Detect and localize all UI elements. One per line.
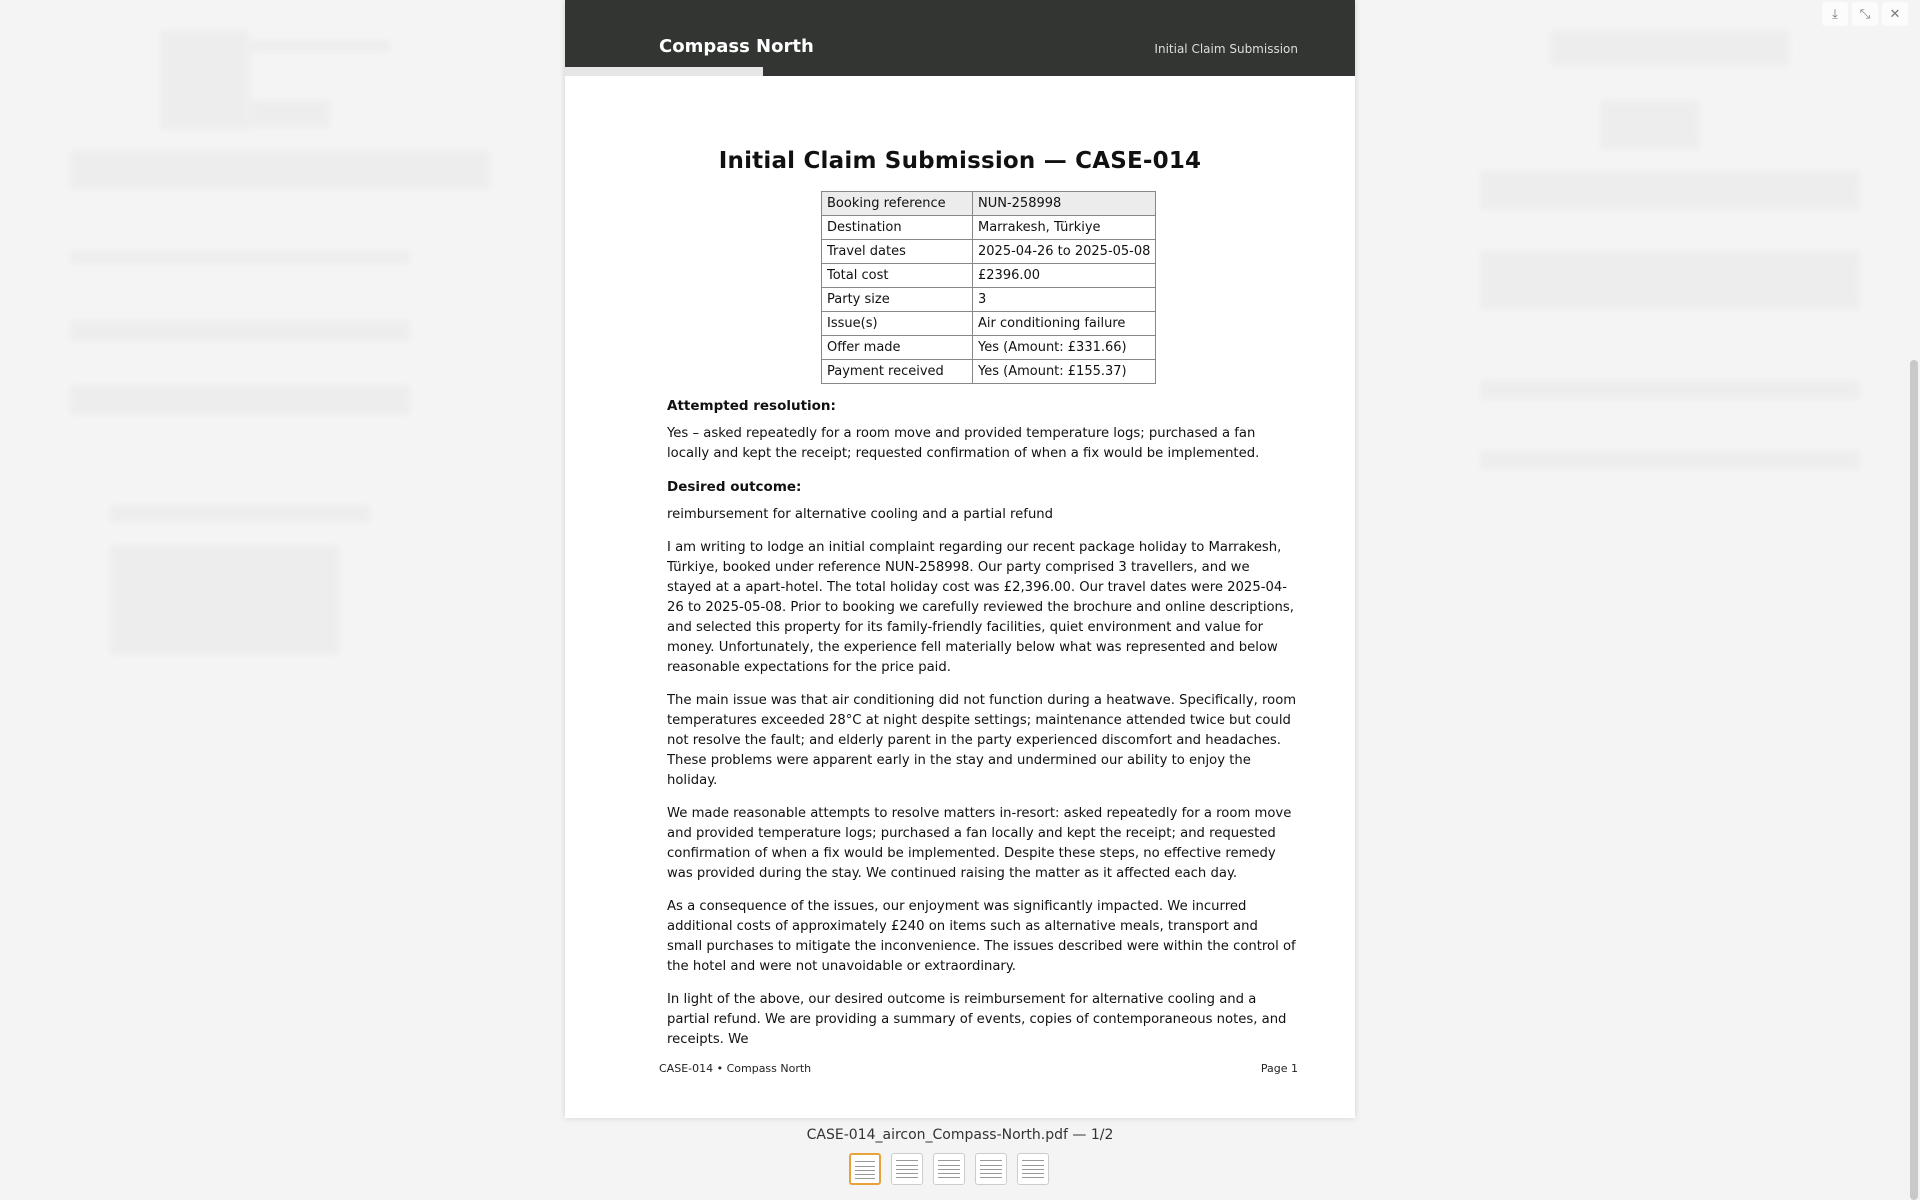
summary-key: Party size xyxy=(822,288,973,312)
letter-paragraph: We made reasonable attempts to resolve matters in-resort: asked repeatedly for a room move and provided temperature logs; purchased a fan locally and kept the receipt; and requested confirmation of when a fix would be implemented. Despite these steps, no effective remedy was provided during the stay. We continued raising the matter as it affected each day. xyxy=(667,806,1292,881)
close-icon[interactable]: ✕ xyxy=(1882,2,1908,26)
summary-key: Travel dates xyxy=(822,240,973,264)
summary-value: 2025-04-26 to 2025-05-08 xyxy=(973,240,1156,264)
header-title: Initial Claim Submission xyxy=(1154,42,1298,56)
page-thumbnail[interactable] xyxy=(849,1153,881,1185)
summary-row xyxy=(822,336,1156,360)
attempted-resolution-text: Yes – asked repeatedly for a room move and provided temperature logs; purchased a fan locally and kept the receipt; requested confirmation of when a fix would be implemented. xyxy=(667,426,1260,461)
summary-key: Offer made xyxy=(822,336,973,360)
page-thumbnails xyxy=(849,1153,1049,1185)
attempted-resolution-heading: Attempted resolution: xyxy=(667,398,836,414)
document-page xyxy=(565,0,1355,1118)
summary-key: Destination xyxy=(822,216,973,240)
summary-value: Air conditioning failure xyxy=(973,312,1156,336)
summary-value: 3 xyxy=(973,288,1156,312)
summary-key: Payment received xyxy=(822,360,973,384)
claim-summary-table xyxy=(821,191,1156,384)
letter-paragraph: The main issue was that air conditioning did not function during a heatwave. Specifically, room temperatures exceeded 28°C at night despite settings; maintenance attended twice but could not resolve the fault; and elderly parent in the party experienced discomfort and headaches. These problems were apparent early in the stay and undermined our ability to enjoy the holiday. xyxy=(667,693,1297,788)
summary-key: Issue(s) xyxy=(822,312,973,336)
summary-row xyxy=(822,312,1156,336)
letter-paragraph: I am writing to lodge an initial complaint regarding our recent package holiday to Marrakesh, Türkiye, booked under reference NUN-258998. Our party comprised 3 travellers, and we stayed at a apart-hotel. The total holiday cost was £2,396.00. Our travel dates were 2025-04-26 to 2025-05-08. Prior to booking we carefully reviewed the brochure and online descriptions, and selected this property for its family-friendly facilities, quiet environment and value for money. Unfortunately, the experience fell materially below what was represented and below reasonable expectations for the price paid. xyxy=(667,540,1294,675)
summary-row xyxy=(822,192,1156,216)
desired-outcome-heading: Desired outcome: xyxy=(667,479,802,495)
summary-value: NUN-258998 xyxy=(973,192,1156,216)
summary-key: Total cost xyxy=(822,264,973,288)
summary-row xyxy=(822,360,1156,384)
viewer-controls xyxy=(1822,2,1908,26)
summary-value: Yes (Amount: £155.37) xyxy=(973,360,1156,384)
page-header xyxy=(565,0,1355,76)
file-name-label: CASE-014_aircon_Compass-North.pdf — 1/2 xyxy=(806,1127,1114,1143)
summary-value: Yes (Amount: £331.66) xyxy=(973,336,1156,360)
summary-row xyxy=(822,216,1156,240)
brand-name: Compass North xyxy=(659,36,814,57)
summary-value: £2396.00 xyxy=(973,264,1156,288)
reading-progress-bar xyxy=(565,67,1355,76)
vertical-scrollbar[interactable] xyxy=(1908,0,1920,1200)
summary-row xyxy=(822,240,1156,264)
footer-case-label: CASE-014 • Compass North xyxy=(659,1062,812,1075)
desired-outcome-text: reimbursement for alternative cooling and a partial refund xyxy=(667,507,1054,522)
page-thumbnail[interactable] xyxy=(975,1153,1007,1185)
download-icon[interactable]: ⤓ xyxy=(1822,2,1848,26)
document-body xyxy=(667,396,1297,1158)
page-footer xyxy=(659,1062,1298,1075)
exit-fullscreen-icon[interactable]: ⤡ xyxy=(1852,2,1878,26)
page-number: Page 1 xyxy=(1260,1062,1298,1075)
reading-progress-fill xyxy=(565,67,763,76)
summary-row xyxy=(822,264,1156,288)
scrollbar-thumb[interactable] xyxy=(1910,360,1918,1200)
page-thumbnail[interactable] xyxy=(1017,1153,1049,1185)
letter-paragraph: As a consequence of the issues, our enjoyment was significantly impacted. We incurred additional costs of approximately £240 on items such as alternative meals, transport and small purchases to mitigate the inconvenience. The issues described were within the control of the hotel and were not unavoidable or extraordinary. xyxy=(667,899,1296,974)
letter-paragraph: In light of the above, our desired outcome is reimbursement for alternative cooling and a partial refund. We are providing a summary of events, copies of contemporaneous notes, and receipts. We xyxy=(667,992,1287,1047)
page-thumbnail[interactable] xyxy=(891,1153,923,1185)
document-title: Initial Claim Submission — CASE-014 xyxy=(718,148,1202,174)
summary-key: Booking reference xyxy=(822,192,973,216)
summary-row xyxy=(822,288,1156,312)
summary-value: Marrakesh, Türkiye xyxy=(973,216,1156,240)
page-thumbnail[interactable] xyxy=(933,1153,965,1185)
